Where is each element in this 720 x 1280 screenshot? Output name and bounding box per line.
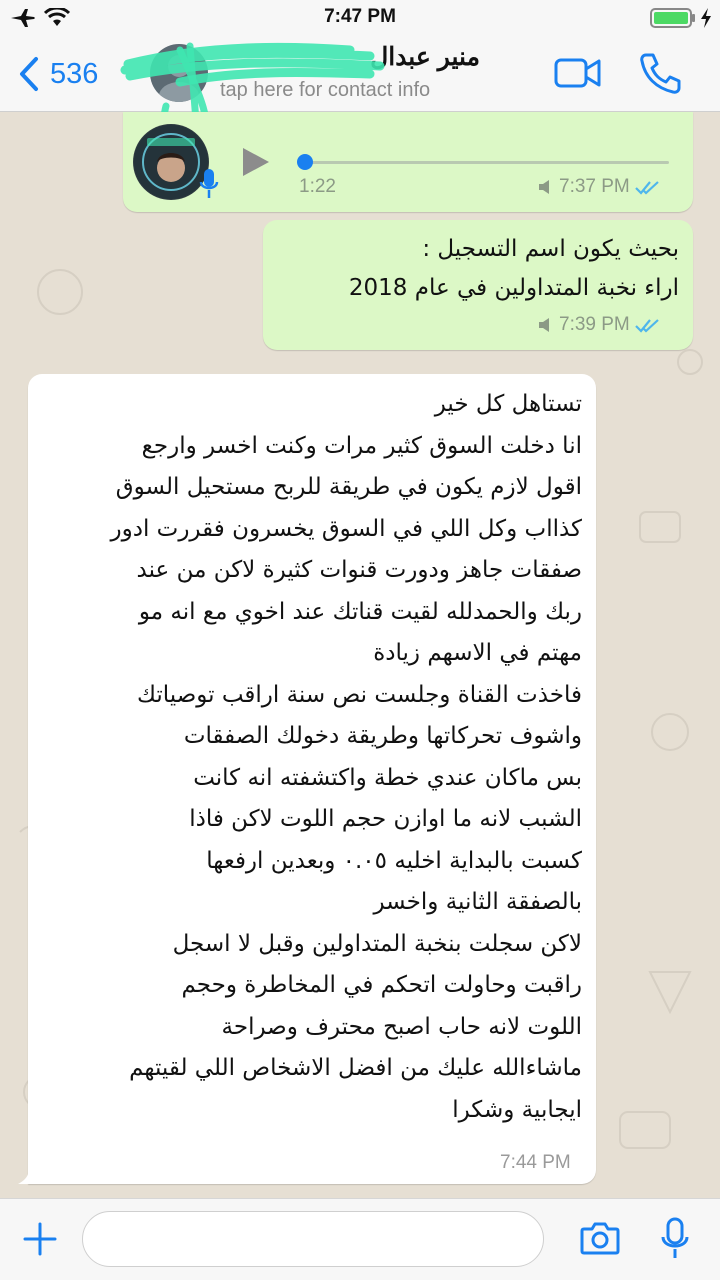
status-bar [0, 0, 720, 36]
speaker-icon [537, 317, 555, 333]
video-call-icon[interactable] [554, 56, 602, 90]
message-line: راقبت وحاولت اتحكم في المخاطرة وحجم [181, 972, 582, 998]
message-text [279, 230, 679, 308]
plus-icon[interactable] [22, 1221, 58, 1257]
bubble-tail [16, 1168, 36, 1184]
play-icon[interactable] [241, 146, 271, 178]
phone-icon[interactable] [638, 52, 682, 94]
message-line: كذااب وكل اللي في السوق يخسرون فقررت ادور [110, 515, 582, 542]
chevron-left-icon [18, 56, 40, 92]
message-input-bar [0, 1198, 720, 1280]
message-meta [500, 1152, 571, 1174]
outgoing-text-bubble[interactable] [263, 220, 693, 350]
voice-progress-track[interactable] [299, 161, 669, 164]
message-line: الشبب لانه ما اوازن حجم اللوت لاكن فاذا [189, 806, 582, 832]
message-line: اراء نخبة المتداولين في عام 2018 [348, 275, 679, 301]
incoming-text-bubble[interactable] [28, 374, 596, 1184]
microphone-icon[interactable] [660, 1217, 690, 1261]
message-line: بس ماكان عندي خطة واكتشفته انه كانت [193, 764, 582, 791]
message-line: كسبت بالبداية اخليه ٠.٠٥ وبعدين ارفعها [206, 847, 582, 874]
message-time: 7:39 PM [559, 314, 630, 335]
message-line: اقول لازم يكون في طريقة للربح مستحيل السوق [115, 474, 582, 500]
unread-count: 536 [50, 57, 99, 90]
chat-header [0, 36, 720, 112]
message-line: ايجابية وشكرا [452, 1096, 582, 1123]
speaker-icon [537, 179, 555, 195]
message-line: فاخذت القناة وجلست نص سنة اراقب توصياتك [136, 681, 582, 708]
message-line: واشوف تحركاتها وطريقة دخولك الصفقات [183, 723, 582, 749]
voice-scrubber[interactable] [297, 154, 313, 170]
contact-avatar[interactable] [150, 44, 208, 102]
message-line: اللوت لانه حاب اصبح محترف وصراحة [221, 1013, 582, 1040]
message-line: صفقات جاهز ودورت قنوات كثيرة لاكن من عند [136, 557, 582, 583]
message-line: ماشاءالله عليك من افضل الاشخاص اللي لقيتهم [129, 1055, 582, 1081]
message-time: 7:37 PM [559, 176, 630, 197]
message-line: ربك والحمدلله لقيت قناتك عند اخوي مع انه مو [138, 598, 582, 625]
message-meta [537, 176, 662, 198]
contact-info-hint[interactable]: tap here for contact info [220, 79, 431, 101]
microphone-icon [199, 168, 219, 200]
message-text [36, 384, 582, 1131]
voice-duration: 1:22 [299, 176, 336, 197]
message-line: انا دخلت السوق كثير مرات وكنت اخسر وارجع [141, 432, 582, 459]
message-line: تستاهل كل خير [434, 391, 582, 417]
back-button[interactable] [18, 50, 128, 98]
status-time: 7:47 PM [324, 6, 396, 27]
voice-message-bubble[interactable] [123, 112, 693, 212]
contact-name[interactable]: منير عبدال [370, 43, 480, 71]
voice-sender-avatar [133, 124, 209, 200]
double-check-icon [634, 317, 662, 333]
message-input[interactable] [82, 1211, 544, 1267]
charging-bolt-icon [699, 7, 713, 29]
message-meta [537, 314, 662, 336]
battery-icon [650, 8, 696, 28]
message-line: بحيث يكون اسم التسجيل : [422, 236, 679, 262]
message-time: 7:44 PM [500, 1152, 571, 1173]
double-check-icon [634, 179, 662, 195]
message-line: بالصفقة الثانية واخسر [373, 889, 582, 915]
message-line: مهتم في الاسهم زيادة [373, 640, 582, 666]
chat-area[interactable] [0, 112, 720, 1198]
message-line: لاكن سجلت بنخبة المتداولين وقبل لا اسجل [172, 930, 582, 957]
camera-icon[interactable] [580, 1221, 620, 1255]
